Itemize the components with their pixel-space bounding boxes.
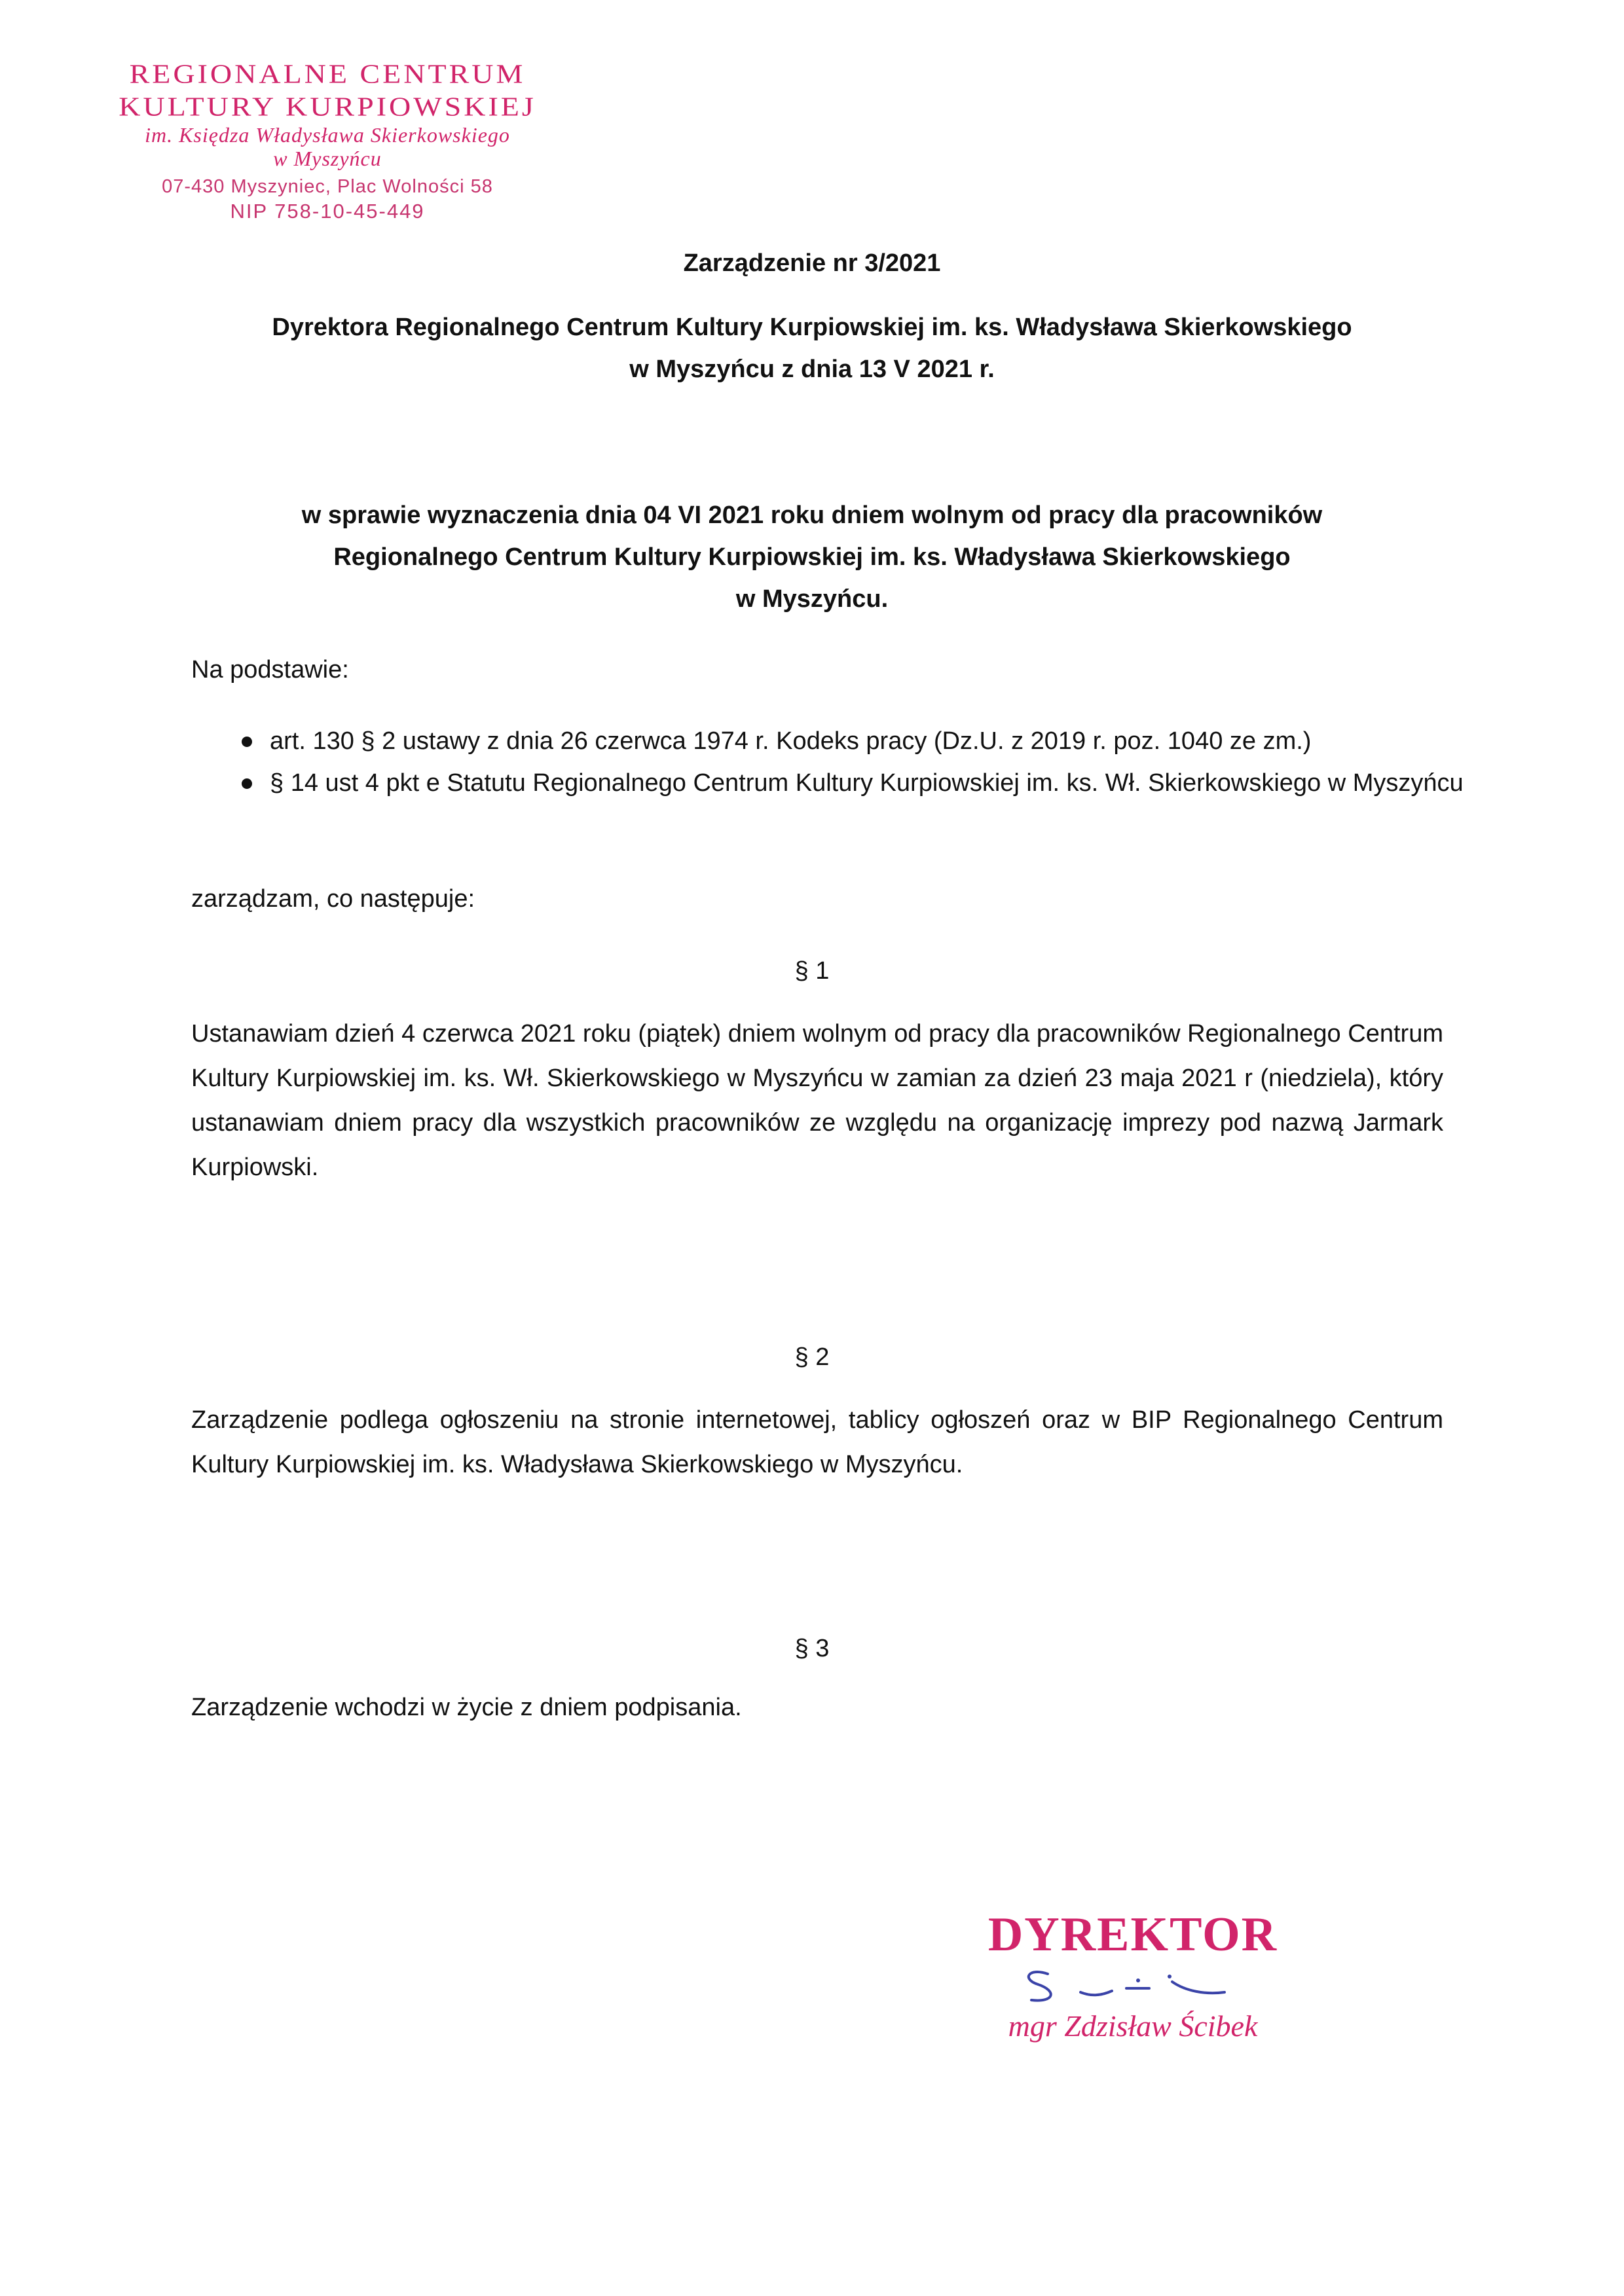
stamp-address: 07-430 Myszyniec, Plac Wolności 58 — [162, 176, 493, 197]
subject-line-2: Regionalnego Centrum Kultury Kurpiowskiej im. ks. Władysława Skierkowskiego — [333, 543, 1291, 571]
section-1-text: Ustanawiam dzień 4 czerwca 2021 roku (piątek) dniem wolnym od pracy dla pracowników Regionalnego Centrum Kultury Kurpiowskiej im. ks. Wł. Skierkowskiego w Myszyńcu w zamian za dzień 23 maja 2021 r (niedziela), który ustanawiam dniem pracy dla wszystkich pracowników ze względu na organizację imprezy pod nazwą Jarmark Kurpiowski. — [191, 1020, 1443, 1181]
basis-label: Na podstawie: — [191, 656, 349, 683]
bullet-icon — [242, 737, 252, 747]
basis-list — [191, 720, 1468, 804]
basis-item-text: art. 130 § 2 ustawy z dnia 26 czerwca 1974 r. Kodeks pracy (Dz.U. z 2019 r. poz. 1040 ze zm.) — [270, 727, 1312, 755]
stamp-line-3: im. Księdza Władysława Skierkowskiego — [145, 123, 510, 147]
section-3-text: Zarządzenie wchodzi w życie z dniem podpisania. — [191, 1694, 742, 1721]
basis-item — [191, 720, 1468, 762]
handwritten-signature — [1002, 1962, 1264, 2008]
subject-line-1: w sprawie wyznaczenia dnia 04 VI 2021 roku dniem wolnym od pracy dla pracowników — [301, 501, 1323, 529]
basis-item-text: § 14 ust 4 pkt e Statutu Regionalnego Centrum Kultury Kurpiowskiej im. ks. Wł. Skierkowskiego w Myszyńcu — [270, 769, 1464, 797]
orders-label: zarządzam, co następuje: — [191, 885, 475, 913]
signature-title: DYREKTOR — [987, 1908, 1278, 1961]
institution-stamp — [98, 58, 557, 224]
bullet-icon — [242, 778, 252, 789]
section-3-sign: § 3 — [794, 1635, 830, 1662]
subtitle-line-1: Dyrektora Regionalnego Centrum Kultury Kurpiowskiej im. ks. Władysława Skierkowskiego — [272, 314, 1352, 341]
subject-line-3: w Myszyńcu. — [735, 585, 889, 613]
section-2-sign: § 2 — [794, 1343, 830, 1371]
document-title: Zarządzenie nr 3/2021 — [683, 249, 941, 277]
section-1-sign: § 1 — [794, 957, 830, 985]
stamp-line-4: w Myszyńcu — [273, 147, 382, 170]
stamp-line-1: REGIONALNE CENTRUM — [129, 58, 526, 89]
section-2-text: Zarządzenie podlega ogłoszeniu na stronie internetowej, tablicy ogłoszeń oraz w BIP Regionalnego Centrum Kultury Kurpiowskiej im. ks. Władysława Skierkowskiego w Myszyńcu. — [191, 1406, 1443, 1478]
document-subject — [0, 494, 1624, 620]
signature-name: mgr Zdzisław Ścibek — [1008, 2009, 1258, 2043]
director-signature-stamp — [976, 1908, 1290, 2045]
stamp-nip: NIP 758-10-45-449 — [230, 200, 425, 223]
document-subtitle — [0, 306, 1624, 390]
stamp-line-2: KULTURY KURPIOWSKIEJ — [119, 91, 536, 122]
basis-item — [191, 762, 1468, 804]
subtitle-line-2: w Myszyńcu z dnia 13 V 2021 r. — [629, 355, 995, 383]
